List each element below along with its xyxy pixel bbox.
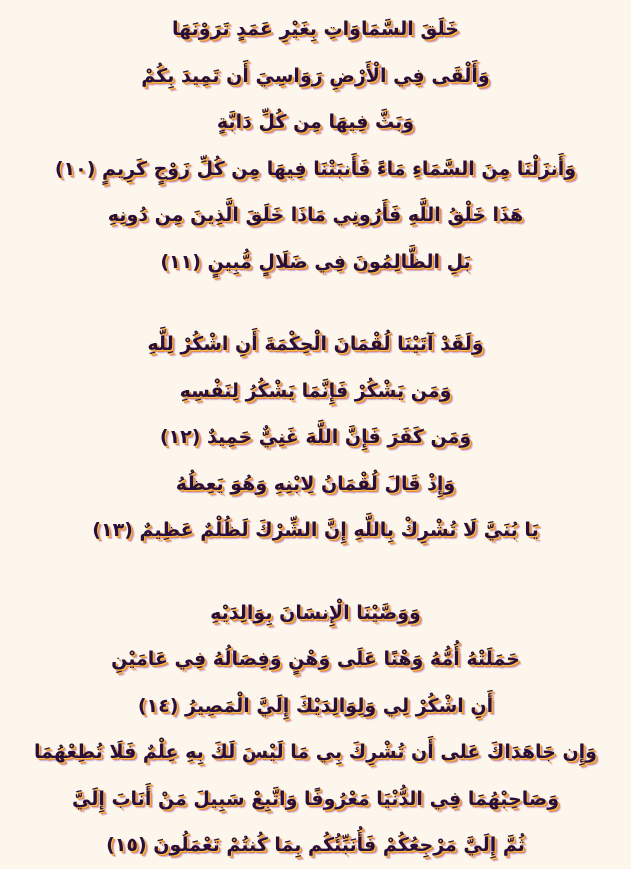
- verse-line: وَأَلْقَى فِي الْأَرْضِ رَوَاسِيَ أَن تَمِيدَ بِكُمْ: [141, 64, 490, 87]
- verse-line: وَلَقَدْ آتَيْنَا لُقْمَانَ الْحِكْمَةَ أَنِ اشْكُرْ لِلَّهِ: [147, 333, 484, 355]
- verse-line: هَذَا خَلْقُ اللَّهِ فَأَرُونِي مَاذَا خَلَقَ الَّذِينَ مِن دُونِهِ: [107, 204, 524, 226]
- verse-line: وَوَصَّيْنَا الْإِنسَانَ بِوَالِدَيْهِ: [210, 601, 421, 624]
- verse-line: بَلِ الظَّالِمُونَ فِي ضَلَالٍ مُّبِينٍ (١١): [160, 250, 471, 273]
- verse-line: وَأَنزَلْنَا مِنَ السَّمَاءِ مَاءً فَأَنبَتْنَا فِيهَا مِن كُلِّ زَوْجٍ كَرِيمٍ (١٠): [54, 157, 577, 180]
- verse-line: خَلَقَ السَّمَاوَاتِ بِغَيْرِ عَمَدٍ تَرَوْنَهَا: [171, 18, 459, 40]
- verse-line: وَصَاحِبْهُمَا فِي الدُّنْيَا مَعْرُوفًا وَاتَّبِعْ سَبِيلَ مَنْ أَنَابَ إِلَيَّ: [71, 787, 560, 810]
- verse-line: يَا بُنَيَّ لَا تُشْرِكْ بِاللَّهِ إِنَّ الشِّرْكَ لَظُلْمٌ عَظِيمٌ (١٣): [92, 519, 539, 541]
- verse-line: حَمَلَتْهُ أُمُّهُ وَهْنًا عَلَى وَهْنٍ وَفِصَالُهُ فِي عَامَيْنِ: [111, 648, 520, 670]
- verse-line: وَإِن جَاهَدَاكَ عَلى أَن تُشْرِكَ بِي مَا لَيْسَ لَكَ بِهِ عِلْمٌ فَلَا تُطِعْهُمَا: [34, 741, 597, 763]
- stanza-1: [0, 6, 631, 285]
- stanza-2: [0, 321, 631, 554]
- verse-line: ثُمَّ إِلَيَّ مَرْجِعُكُمْ فَأُنَبِّئُكُم بِمَا كُنتُمْ تَعْمَلُونَ (١٥): [106, 834, 525, 856]
- verse-line: وَإِذْ قَالَ لُقْمَانُ لِابْنِهِ وَهُوَ يَعِظُهُ: [175, 472, 456, 495]
- verse-line: وَمَن يَشْكُرْ فَإِنَّمَا يَشْكُرُ لِنَفْسِهِ: [179, 379, 452, 402]
- verse-line: أَنِ اشْكُرْ لِي وَلِوَالِدَيْكَ إِلَيَّ الْمَصِيرُ (١٤): [137, 694, 494, 717]
- stanza-3: [0, 590, 631, 869]
- verse-line: وَبَثَّ فِيهَا مِن كُلِّ دَابَّةٍ: [216, 111, 415, 133]
- verse-line: وَمَن كَفَرَ فَإِنَّ اللَّهَ غَنِيٌّ حَمِيدٌ (١٢): [159, 426, 472, 448]
